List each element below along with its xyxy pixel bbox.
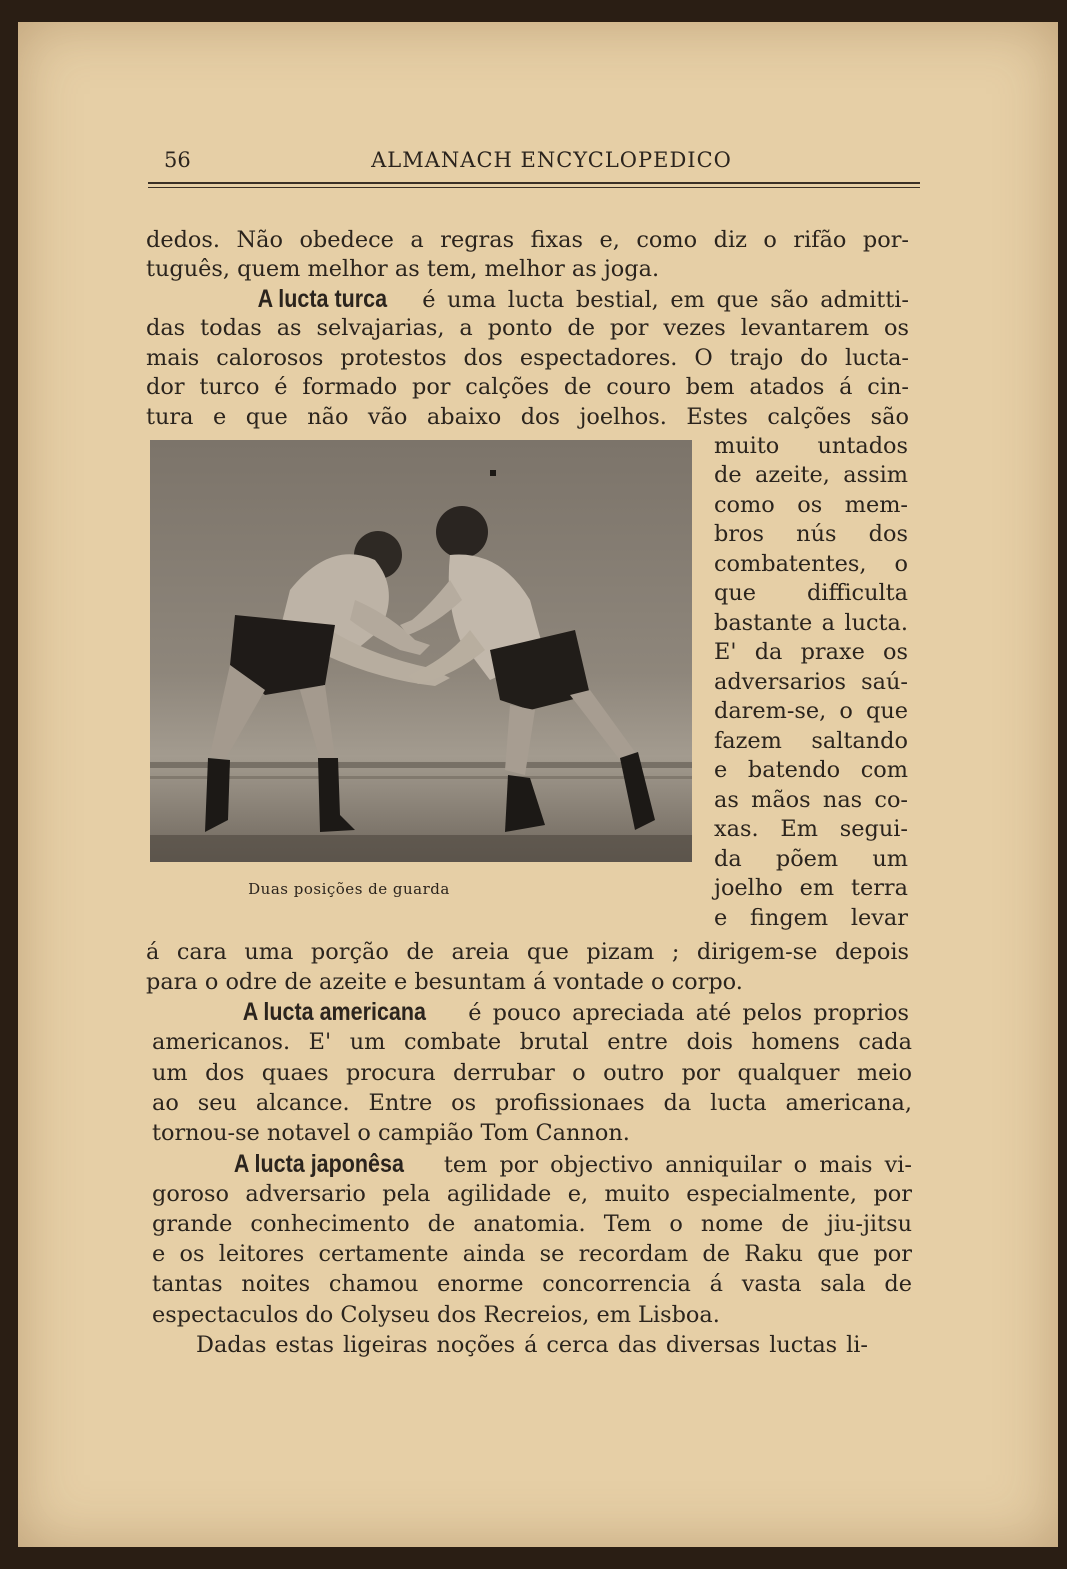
text-line: tornou-se notavel o campião Tom Cannon. (152, 1120, 630, 1146)
side-text-line: de azeite, assim (714, 462, 908, 488)
text-line: americanos. E' um combate brutal entre dois homens cada (152, 1029, 912, 1055)
section-heading-americana: A lucta americana (242, 998, 426, 1026)
side-text-line: da põem um (714, 846, 908, 872)
header-rule (148, 182, 920, 184)
text-line: A lucta japonêsa tem por objectivo anniquilar o mais vi- (152, 1149, 912, 1180)
section-heading-japonesa: A lucta japonêsa (233, 1150, 404, 1178)
side-text-line: bastante a lucta. (714, 610, 908, 636)
side-text-line: muito untados (714, 433, 908, 459)
text-line: ao seu alcance. Entre os profissionaes da lucta americana, (152, 1090, 912, 1116)
side-text-line: xas. Em segui- (714, 816, 908, 842)
running-title: ALMANACH ENCYCLOPEDICO (371, 148, 732, 172)
side-text-line: que difficulta (714, 580, 908, 606)
side-text-line: as mãos nas co- (714, 787, 908, 813)
side-text-line: darem-se, o que (714, 698, 908, 724)
text-line: A lucta turca é uma lucta bestial, em que são admitti- (146, 284, 909, 315)
text-line: espectaculos do Colyseu dos Recreios, em Lisboa. (152, 1302, 720, 1328)
text-line: mais calorosos protestos dos espectadores. O trajo do lucta- (146, 345, 909, 371)
text-line: A lucta americana é pouco apreciada até pelos proprios (146, 997, 909, 1028)
side-text-line: adversarios saú- (714, 669, 908, 695)
side-text-line: combatentes, o (714, 551, 908, 577)
side-text-line: bros nús dos (714, 521, 908, 547)
page-number: 56 (164, 148, 191, 172)
figure-caption: Duas posições de guarda (248, 880, 450, 898)
page-header (164, 142, 939, 182)
text-line: goroso adversario pela agilidade e, muito especialmente, por (152, 1181, 912, 1207)
text-line: tantas noites chamou enorme concorrencia á vasta sala de (152, 1271, 912, 1297)
text-line: tuguês, quem melhor as tem, melhor as joga. (146, 256, 660, 282)
side-text-line: e batendo com (714, 757, 908, 783)
side-text-line: joelho em terra (714, 875, 908, 901)
text-line: um dos quaes procura derrubar o outro por qualquer meio (152, 1060, 912, 1086)
section-heading-turca: A lucta turca (257, 285, 388, 313)
text-line: á cara uma porção de areia que pizam ; dirigem-se depois (146, 939, 909, 965)
text-line: e os leitores certamente ainda se recordam de Raku que por (152, 1241, 912, 1267)
side-text-line: fazem saltando (714, 728, 908, 754)
side-text-line: como os mem- (714, 492, 908, 518)
text-line: dor turco é formado por calções de couro bem atados á cin- (146, 374, 909, 400)
text-line: para o odre de azeite e besuntam á vontade o corpo. (146, 969, 743, 995)
text-line: grande conhecimento de anatomia. Tem o nome de jiu-jitsu (152, 1211, 912, 1237)
side-text-line: E' da praxe os (714, 639, 908, 665)
text-line: dedos. Não obedece a regras fixas e, como diz o rifão por- (146, 227, 909, 253)
wrestlers-photo (150, 440, 692, 862)
text-line: Dadas estas ligeiras noções á cerca das diversas luctas li- (196, 1332, 868, 1358)
text-line: tura e que não vão abaixo dos joelhos. Estes calções são (146, 404, 909, 430)
header-rule-thin (148, 187, 920, 188)
text-line: das todas as selvajarias, a ponto de por vezes levantarem os (146, 315, 909, 341)
side-text-line: e fingem levar (714, 905, 908, 931)
photo-illustration (150, 440, 692, 862)
